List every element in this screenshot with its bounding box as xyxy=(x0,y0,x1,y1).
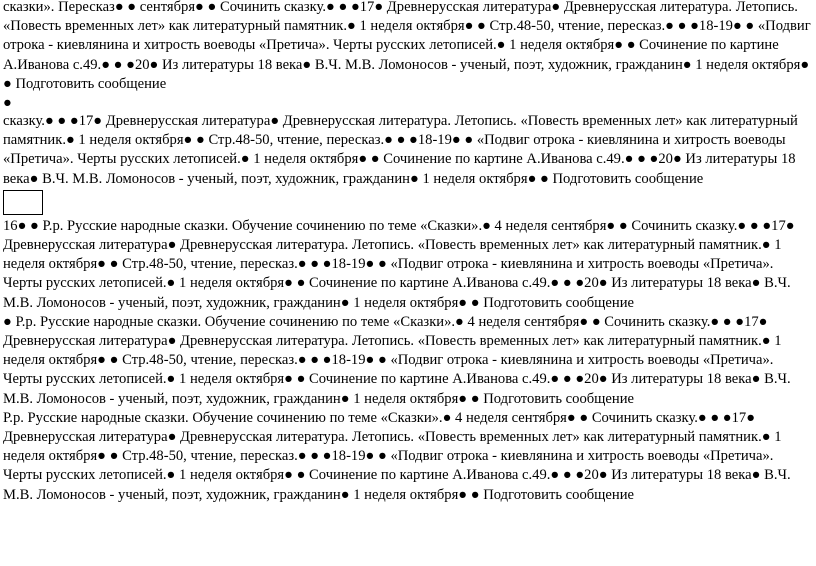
text-block-1: сказки». Пересказ● ● сентября● ● Сочинить сказку.● ● ●17● Древнерусская литература● Древнерусская литература. Летопись. «Повесть временных лет» как литературный памятник.● 1 неделя октября● ● Стр.48-50, чтение, пересказ.● ● ●18-19● ● «Подвиг отрока - киевлянина и хитрость воеводы «Претича». Черты русских летописей.● 1 неделя октября● ● Сочинение по картине А.Иванова с.49.● ● ●20● Из литературы 18 века● В.Ч. М.В. Ломоносов - ученый, поэт, художник, гражданин● 1 неделя октября● ● Подготовить сообщение xyxy=(3,0,811,92)
lone-bullet: ● xyxy=(3,95,12,112)
empty-box xyxy=(3,190,43,215)
text-block-4: ● Р.р. Русские народные сказки. Обучение сочинению по теме «Сказки».● 4 неделя сентября● ● Сочинить сказку.● ● ●17● Древнерусская литература● Древнерусская литература. Летопись. «Повесть временных лет» как литературный памятник.● 1 неделя октября● ● Стр.48-50, чтение, пересказ.● ● ●18-19● ● «Подвиг отрока - киевлянина и хитрость воеводы «Претича». Черты русских летописей.● 1 неделя октября● ● Сочинение по картине А.Иванова с.49.● ● ●20● Из литературы 18 века● В.Ч. М.В. Ломоносов - ученый, поэт, художник, гражданин● 1 неделя октября● ● Подготовить сообщение xyxy=(3,313,791,407)
text-block-2: сказку.● ● ●17● Древнерусская литература● Древнерусская литература. Летопись. «Повесть временных лет» как литературный памятник.● 1 неделя октября● ● Стр.48-50, чтение, пересказ.● ● ●18-19● ● «Подвиг отрока - киевлянина и хитрость воеводы «Претича». Черты русских летописей.● 1 неделя октября● ● Сочинение по картине А.Иванова с.49.● ● ●20● Из литературы 18 века● В.Ч. М.В. Ломоносов - ученый, поэт, художник, гражданин● 1 неделя октября● ● Подготовить сообщение xyxy=(3,113,798,187)
text-block-5: Р.р. Русские народные сказки. Обучение сочинению по теме «Сказки».● 4 неделя сентября● ● Сочинить сказку.● ● ●17● Древнерусская литература● Древнерусская литература. Летопись. «Повесть временных лет» как литературный памятник.● 1 неделя октября● ● Стр.48-50, чтение, пересказ.● ● ●18-19● ● «Подвиг отрока - киевлянина и хитрость воеводы «Претича». Черты русских летописей.● 1 неделя октября● ● Сочинение по картине А.Иванова с.49.● ● ●20● Из литературы 18 века● В.Ч. М.В. Ломоносов - ученый, поэт, художник, гражданин● 1 неделя октября● ● Подготовить сообщение xyxy=(3,409,791,503)
text-block-3: 16● ● Р.р. Русские народные сказки. Обучение сочинению по теме «Сказки».● 4 неделя сентября● ● Сочинить сказку.● ● ●17● Древнерусская литература● Древнерусская литература. Летопись. «Повесть временных лет» как литературный памятник.● 1 неделя октября● ● Стр.48-50, чтение, пересказ.● ● ●18-19● ● «Подвиг отрока - киевлянина и хитрость воеводы «Претича». Черты русских летописей.● 1 неделя октября● ● Сочинение по картине А.Иванова с.49.● ● ●20● Из литературы 18 века● В.Ч. М.В. Ломоносов - ученый, поэт, художник, гражданин● 1 неделя октября● ● Подготовить сообщение xyxy=(3,217,795,311)
